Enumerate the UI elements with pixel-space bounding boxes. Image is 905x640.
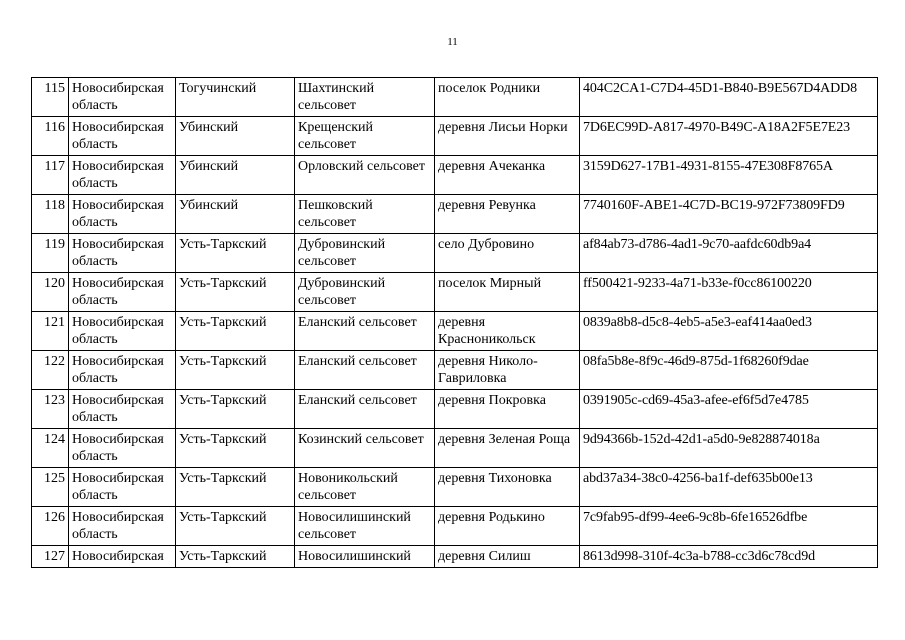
settlement-cell: деревня Николо-Гавриловка	[435, 351, 580, 390]
council-cell: Орловский сельсовет	[295, 156, 435, 195]
row-number-cell: 118	[32, 195, 69, 234]
region-cell: Новосибирская область	[69, 78, 176, 117]
table-row	[32, 312, 878, 351]
region-cell: Новосибирская область	[69, 390, 176, 429]
district-cell: Убинский	[176, 195, 295, 234]
settlement-cell: деревня Лисьи Норки	[435, 117, 580, 156]
table-row	[32, 195, 878, 234]
council-cell: Дубровинский сельсовет	[295, 234, 435, 273]
district-cell: Усть-Таркский	[176, 429, 295, 468]
settlement-cell: деревня Покровка	[435, 390, 580, 429]
region-cell: Новосибирская область	[69, 234, 176, 273]
row-number-cell: 126	[32, 507, 69, 546]
settlement-cell: деревня Зеленая Роща	[435, 429, 580, 468]
table-body	[32, 78, 878, 568]
identifier-cell: 404C2CA1-C7D4-45D1-B840-B9E567D4ADD8	[580, 78, 878, 117]
council-cell: Новоникольский сельсовет	[295, 468, 435, 507]
table-row	[32, 351, 878, 390]
row-number-cell: 116	[32, 117, 69, 156]
settlement-cell: поселок Родники	[435, 78, 580, 117]
table-row	[32, 546, 878, 568]
region-cell: Новосибирская область	[69, 156, 176, 195]
identifier-cell: 08fa5b8e-8f9c-46d9-875d-1f68260f9dae	[580, 351, 878, 390]
row-number-cell: 120	[32, 273, 69, 312]
district-cell: Усть-Таркский	[176, 312, 295, 351]
district-cell: Усть-Таркский	[176, 390, 295, 429]
table-row	[32, 429, 878, 468]
identifier-cell: 0391905c-cd69-45a3-afee-ef6f5d7e4785	[580, 390, 878, 429]
district-cell: Усть-Таркский	[176, 546, 295, 568]
council-cell: Новосилишинский	[295, 546, 435, 568]
region-cell: Новосибирская область	[69, 429, 176, 468]
row-number-cell: 121	[32, 312, 69, 351]
region-cell: Новосибирская	[69, 546, 176, 568]
page-number: 11	[447, 36, 458, 48]
table-row	[32, 234, 878, 273]
council-cell: Новосилишинский сельсовет	[295, 507, 435, 546]
district-cell: Убинский	[176, 156, 295, 195]
table-row	[32, 117, 878, 156]
table-row	[32, 507, 878, 546]
region-cell: Новосибирская область	[69, 312, 176, 351]
region-cell: Новосибирская область	[69, 117, 176, 156]
row-number-cell: 125	[32, 468, 69, 507]
district-cell: Усть-Таркский	[176, 468, 295, 507]
region-cell: Новосибирская область	[69, 351, 176, 390]
district-cell: Тогучинский	[176, 78, 295, 117]
row-number-cell: 115	[32, 78, 69, 117]
settlement-cell: деревня Силиш	[435, 546, 580, 568]
identifier-cell: 7c9fab95-df99-4ee6-9c8b-6fe16526dfbe	[580, 507, 878, 546]
region-cell: Новосибирская область	[69, 507, 176, 546]
region-cell: Новосибирская область	[69, 195, 176, 234]
district-cell: Усть-Таркский	[176, 507, 295, 546]
council-cell: Еланский сельсовет	[295, 390, 435, 429]
council-cell: Дубровинский сельсовет	[295, 273, 435, 312]
identifier-cell: 0839a8b8-d5c8-4eb5-a5e3-eaf414aa0ed3	[580, 312, 878, 351]
district-cell: Усть-Таркский	[176, 351, 295, 390]
row-number-cell: 123	[32, 390, 69, 429]
settlement-cell: деревня Ачеканка	[435, 156, 580, 195]
identifier-cell: 7740160F-ABE1-4C7D-BC19-972F73809FD9	[580, 195, 878, 234]
settlement-cell: деревня Ревунка	[435, 195, 580, 234]
council-cell: Крещенский сельсовет	[295, 117, 435, 156]
row-number-cell: 124	[32, 429, 69, 468]
region-cell: Новосибирская область	[69, 468, 176, 507]
table-row	[32, 156, 878, 195]
district-cell: Убинский	[176, 117, 295, 156]
identifier-cell: 7D6EC99D-A817-4970-B49C-A18A2F5E7E23	[580, 117, 878, 156]
council-cell: Шахтинский сельсовет	[295, 78, 435, 117]
identifier-cell: af84ab73-d786-4ad1-9c70-aafdc60db9a4	[580, 234, 878, 273]
settlement-cell: деревня Красноникольск	[435, 312, 580, 351]
row-number-cell: 117	[32, 156, 69, 195]
row-number-cell: 127	[32, 546, 69, 568]
settlements-table	[31, 77, 878, 568]
region-cell: Новосибирская область	[69, 273, 176, 312]
identifier-cell: 8613d998-310f-4c3a-b788-cc3d6c78cd9d	[580, 546, 878, 568]
table-row	[32, 78, 878, 117]
identifier-cell: abd37a34-38c0-4256-ba1f-def635b00e13	[580, 468, 878, 507]
settlement-cell: село Дубровино	[435, 234, 580, 273]
settlement-cell: деревня Родькино	[435, 507, 580, 546]
district-cell: Усть-Таркский	[176, 234, 295, 273]
table-row	[32, 468, 878, 507]
council-cell: Козинский сельсовет	[295, 429, 435, 468]
council-cell: Пешковский сельсовет	[295, 195, 435, 234]
district-cell: Усть-Таркский	[176, 273, 295, 312]
identifier-cell: 9d94366b-152d-42d1-a5d0-9e828874018a	[580, 429, 878, 468]
council-cell: Еланский сельсовет	[295, 351, 435, 390]
identifier-cell: ff500421-9233-4a71-b33e-f0cc86100220	[580, 273, 878, 312]
row-number-cell: 119	[32, 234, 69, 273]
settlement-cell: поселок Мирный	[435, 273, 580, 312]
table-row	[32, 390, 878, 429]
council-cell: Еланский сельсовет	[295, 312, 435, 351]
row-number-cell: 122	[32, 351, 69, 390]
settlement-cell: деревня Тихоновка	[435, 468, 580, 507]
table-row	[32, 273, 878, 312]
identifier-cell: 3159D627-17B1-4931-8155-47E308F8765A	[580, 156, 878, 195]
